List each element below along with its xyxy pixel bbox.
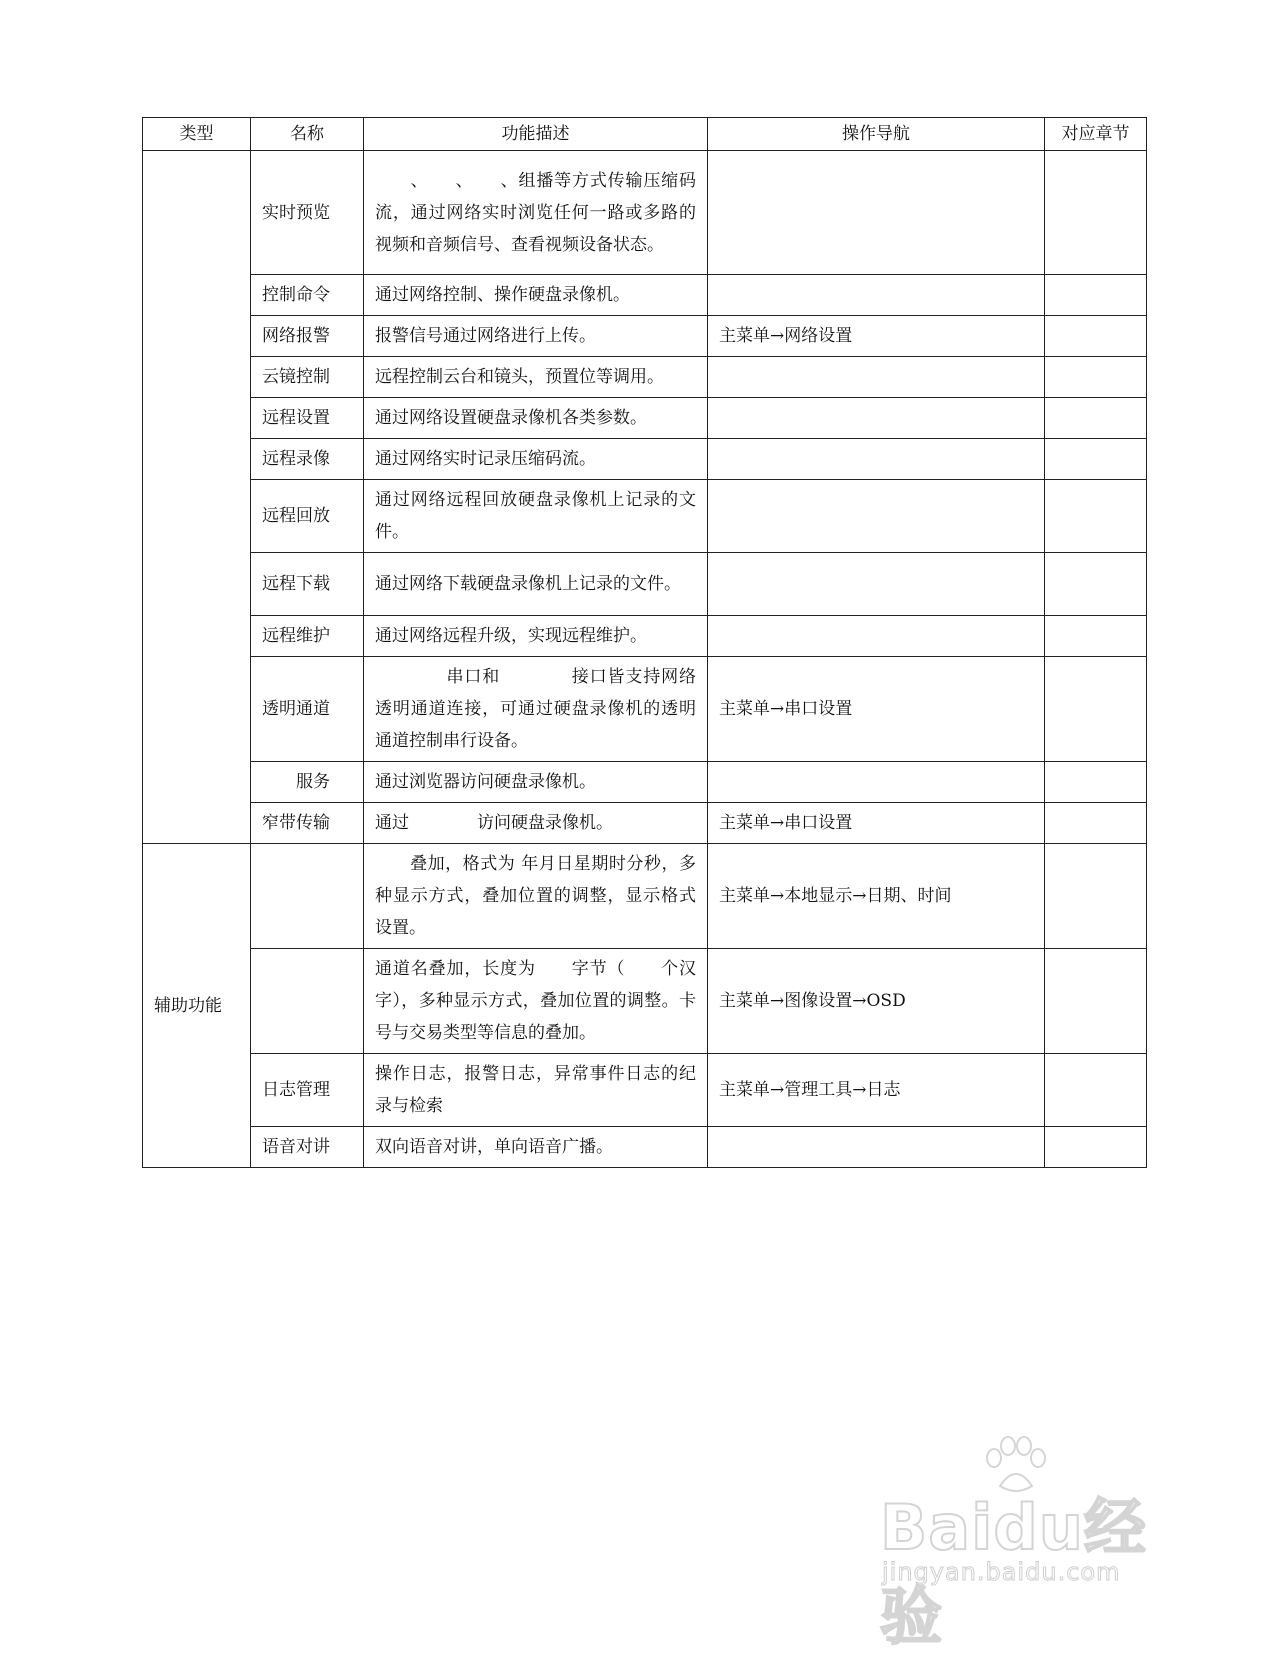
- cell-name: 窄带传输: [251, 803, 364, 844]
- cell-description: 叠加，格式为 年月日星期时分秒，多种显示方式，叠加位置的调整，显示格式设置。: [364, 844, 708, 949]
- table-row: [143, 151, 1147, 275]
- cell-navigation: [708, 398, 1045, 439]
- table-row: [143, 1054, 1147, 1127]
- cell-chapter: [1045, 1127, 1147, 1168]
- table-row: [143, 803, 1147, 844]
- watermark-url: jingyan.baidu.com: [882, 1558, 1121, 1586]
- cell-navigation: [708, 553, 1045, 616]
- cell-navigation: 主菜单→网络设置: [708, 316, 1045, 357]
- cell-type: 辅助功能: [143, 844, 251, 1168]
- cell-navigation: 主菜单→串口设置: [708, 803, 1045, 844]
- table-row: [143, 439, 1147, 480]
- cell-navigation: [708, 357, 1045, 398]
- cell-name: 远程回放: [251, 480, 364, 553]
- table-row: [143, 844, 1147, 949]
- cell-name: 远程录像: [251, 439, 364, 480]
- cell-description: 通过网络远程回放硬盘录像机上记录的文件。: [364, 480, 708, 553]
- cell-navigation: [708, 1127, 1045, 1168]
- cell-description: 通过网络下载硬盘录像机上记录的文件。: [364, 553, 708, 616]
- cell-name: 控制命令: [251, 275, 364, 316]
- cell-name: 网络报警: [251, 316, 364, 357]
- header-description: 功能描述: [364, 118, 708, 151]
- table-row: [143, 553, 1147, 616]
- cell-navigation: 主菜单→图像设置→OSD: [708, 949, 1045, 1054]
- table-row: [143, 616, 1147, 657]
- cell-name: 远程下载: [251, 553, 364, 616]
- cell-description: 、 、 、组播等方式传输压缩码流，通过网络实时浏览任何一路或多路的视频和音频信号、查看视频设备状态。: [364, 151, 708, 275]
- cell-navigation: [708, 275, 1045, 316]
- cell-navigation: [708, 762, 1045, 803]
- cell-chapter: [1045, 616, 1147, 657]
- cell-chapter: [1045, 844, 1147, 949]
- header-navigation: 操作导航: [708, 118, 1045, 151]
- cell-name: 服务: [251, 762, 364, 803]
- cell-name: [251, 844, 364, 949]
- cell-description: 远程控制云台和镜头，预置位等调用。: [364, 357, 708, 398]
- table-row: [143, 1127, 1147, 1168]
- cell-name: 远程设置: [251, 398, 364, 439]
- cell-name: [251, 949, 364, 1054]
- table-row: [143, 398, 1147, 439]
- cell-description: 双向语音对讲，单向语音广播。: [364, 1127, 708, 1168]
- cell-description: 通过浏览器访问硬盘录像机。: [364, 762, 708, 803]
- table-row: [143, 657, 1147, 762]
- cell-description: 通过网络控制、操作硬盘录像机。: [364, 275, 708, 316]
- table-row: [143, 316, 1147, 357]
- cell-chapter: [1045, 949, 1147, 1054]
- cell-chapter: [1045, 553, 1147, 616]
- table-row: [143, 275, 1147, 316]
- header-chapter: 对应章节: [1045, 118, 1147, 151]
- cell-description: 操作日志，报警日志，异常事件日志的纪录与检索: [364, 1054, 708, 1127]
- cell-chapter: [1045, 151, 1147, 275]
- table-row: [143, 949, 1147, 1054]
- cell-name: 日志管理: [251, 1054, 364, 1127]
- cell-chapter: [1045, 439, 1147, 480]
- cell-navigation: [708, 616, 1045, 657]
- cell-chapter: [1045, 275, 1147, 316]
- function-table: [142, 117, 1147, 1168]
- cell-description: 通过 访问硬盘录像机。: [364, 803, 708, 844]
- cell-chapter: [1045, 762, 1147, 803]
- cell-description: 报警信号通过网络进行上传。: [364, 316, 708, 357]
- cell-chapter: [1045, 1054, 1147, 1127]
- table-row: [143, 480, 1147, 553]
- table-body: [143, 151, 1147, 1168]
- cell-description: 串口和 接口皆支持网络透明通道连接，可通过硬盘录像机的透明通道控制串行设备。: [364, 657, 708, 762]
- cell-navigation: [708, 480, 1045, 553]
- cell-name: 远程维护: [251, 616, 364, 657]
- cell-chapter: [1045, 357, 1147, 398]
- table-row: [143, 762, 1147, 803]
- cell-navigation: 主菜单→串口设置: [708, 657, 1045, 762]
- cell-chapter: [1045, 480, 1147, 553]
- cell-chapter: [1045, 398, 1147, 439]
- header-name: 名称: [251, 118, 364, 151]
- cell-description: 通道名叠加，长度为 字节（ 个汉字），多种显示方式，叠加位置的调整。卡号与交易类型等信息的叠加。: [364, 949, 708, 1054]
- cell-description: 通过网络实时记录压缩码流。: [364, 439, 708, 480]
- cell-chapter: [1045, 803, 1147, 844]
- cell-navigation: [708, 439, 1045, 480]
- cell-navigation: 主菜单→管理工具→日志: [708, 1054, 1045, 1127]
- baidu-jingyan-watermark: [880, 1440, 1200, 1653]
- cell-name: 语音对讲: [251, 1127, 364, 1168]
- cell-type: [143, 151, 251, 844]
- table-row: [143, 357, 1147, 398]
- watermark-brand: Baidu经验: [880, 1491, 1147, 1653]
- cell-description: 通过网络设置硬盘录像机各类参数。: [364, 398, 708, 439]
- table-header-row: [143, 118, 1147, 151]
- cell-name: 透明通道: [251, 657, 364, 762]
- cell-description: 通过网络远程升级，实现远程维护。: [364, 616, 708, 657]
- cell-chapter: [1045, 657, 1147, 762]
- cell-navigation: [708, 151, 1045, 275]
- header-type: 类型: [143, 118, 251, 151]
- cell-name: 云镜控制: [251, 357, 364, 398]
- cell-name: 实时预览: [251, 151, 364, 275]
- cell-chapter: [1045, 316, 1147, 357]
- cell-navigation: 主菜单→本地显示→日期、时间: [708, 844, 1045, 949]
